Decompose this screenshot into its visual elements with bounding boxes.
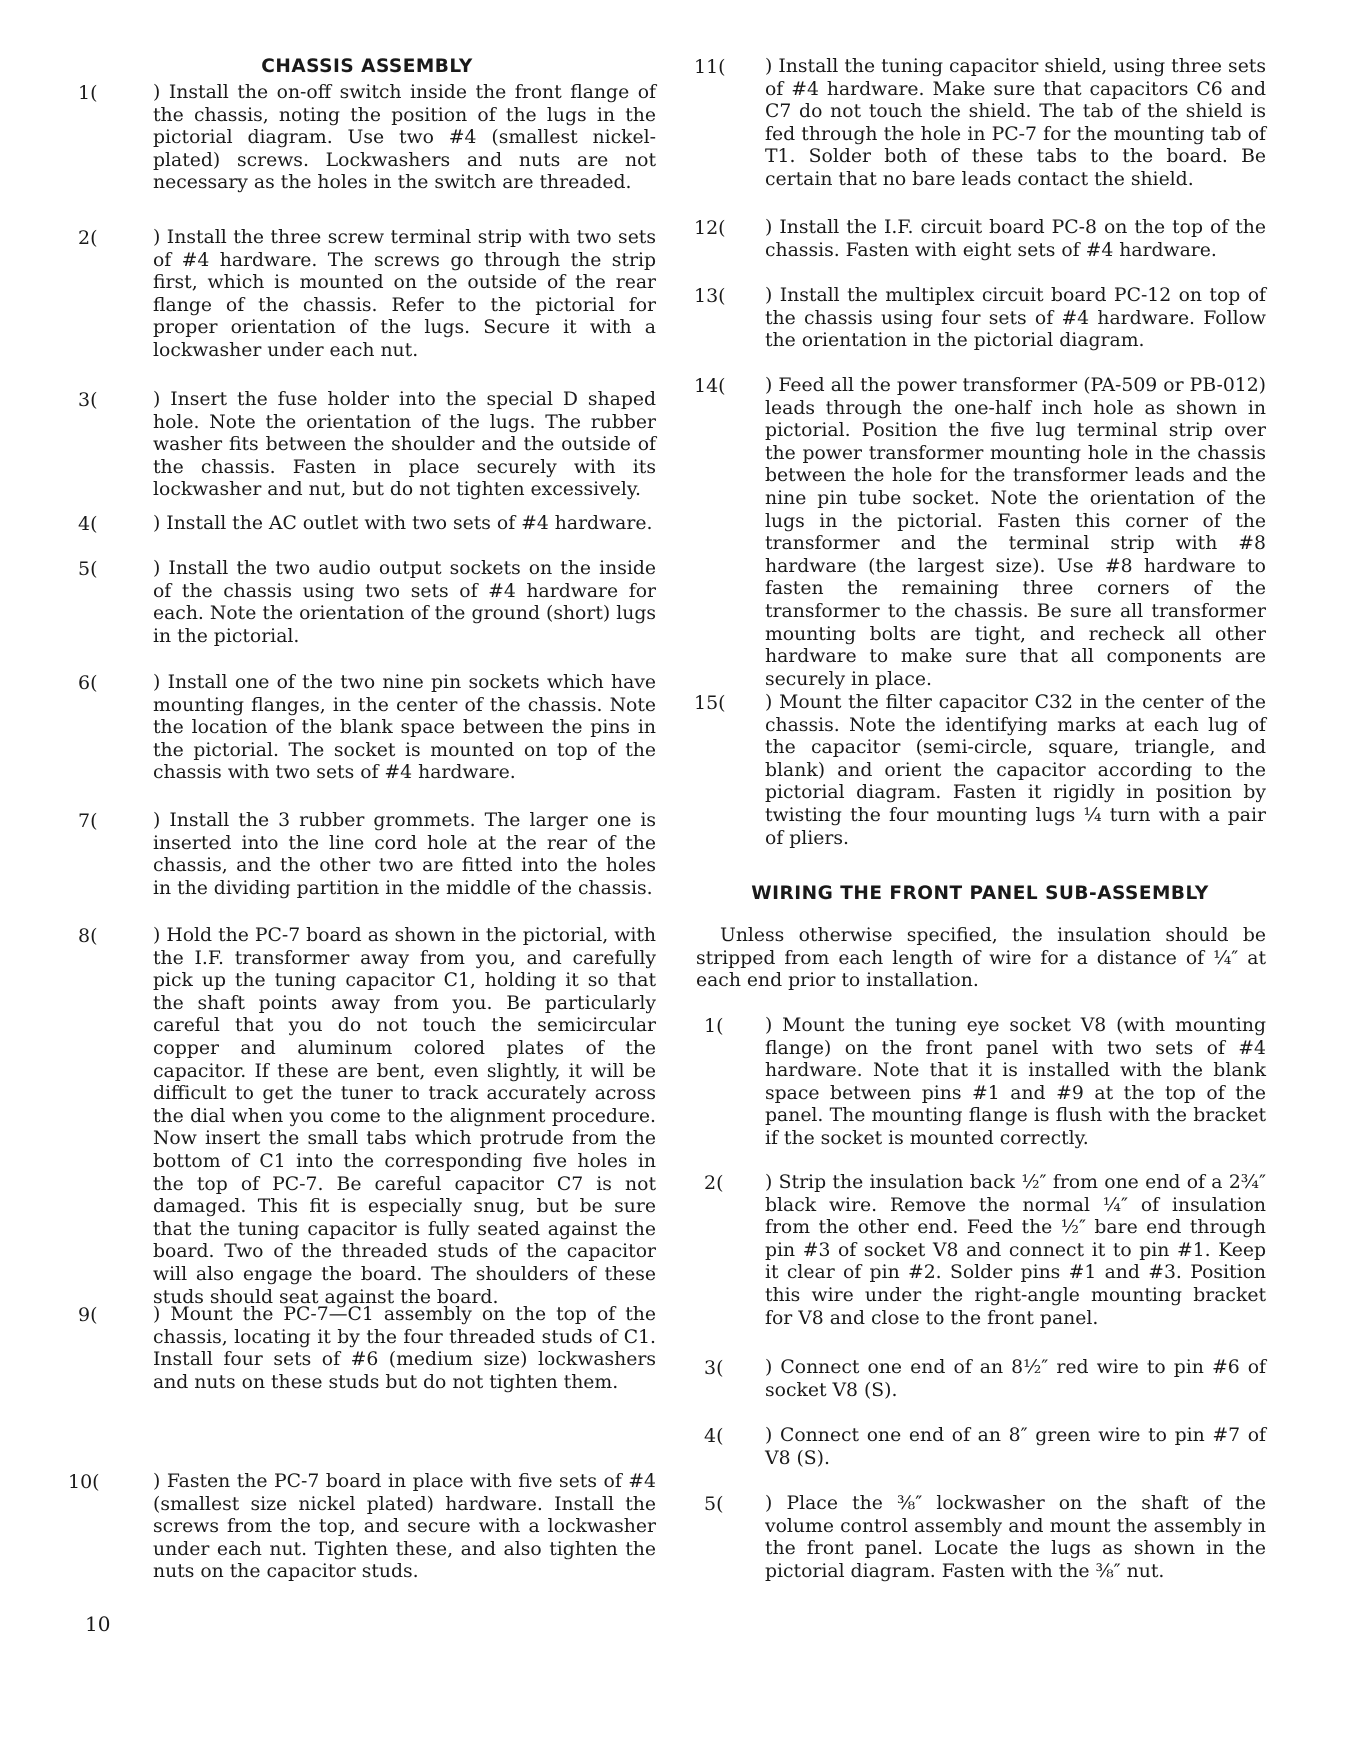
step-text: ) Insert the fuse holder into the special D shaped hole. Note the orientation of the lugs. The rubber washer fits between the shoulder and the outside of the chassis. Fasten in place securely with its lockwasher and nut, but do not tighten excessively. bbox=[153, 389, 656, 501]
step-number: 4( bbox=[704, 1425, 724, 1447]
step-number: 4( bbox=[78, 513, 98, 535]
step-number: 8( bbox=[78, 925, 98, 947]
wiring-intro-paragraph: Unless otherwise specified, the insulation should be stripped from each length of wire for a distance of ¼″ at each end prior to installation. bbox=[696, 925, 1266, 992]
step-text: ) Connect one end of an 8½″ red wire to pin #6 of socket V8 (S). bbox=[765, 1357, 1266, 1401]
step-text: ) Install the on-off switch inside the front flange of the chassis, noting the position of the lugs in the pictorial diagram. Use two #4 (smallest nickel-plated) screws. Lockwashers and nuts are not necessary as the holes in the switch are threaded. bbox=[153, 82, 656, 194]
step-number: 13( bbox=[694, 285, 726, 307]
step-text: ) Install the 3 rubber grommets. The larger one is inserted into the line cord hole at the rear of the chassis, and the other two are fitted into the holes in the dividing partition in the middle of the chassis. bbox=[153, 810, 656, 899]
step-text: ) Fasten the PC-7 board in place with five sets of #4 (smallest size nickel plated) hardware. Install the screws from the top, and secure with a lockwasher under each nut. Tighten these, and also tighten the nuts on the capacitor studs. bbox=[153, 1471, 656, 1583]
step-number: 10( bbox=[68, 1471, 100, 1493]
step-number: 7( bbox=[78, 810, 98, 832]
step-number: 15( bbox=[694, 692, 726, 714]
step-text: ) Mount the tuning eye socket V8 (with mounting flange) on the front panel with two sets of #4 hardware. Note that it is installed with the blank space between pins #1 and #9 at the top of the panel. The mounting flange is flush with the bracket if the socket is mounted correctly. bbox=[765, 1015, 1266, 1149]
step-text: ) Install the AC outlet with two sets of #4 hardware. bbox=[153, 513, 653, 534]
step-number: 3( bbox=[704, 1357, 724, 1379]
step-number: 9( bbox=[78, 1304, 98, 1326]
step-number: 3( bbox=[78, 389, 98, 411]
step-number: 1( bbox=[704, 1015, 724, 1037]
step-text: ) Feed all the power transformer (PA-509 or PB-012) leads through the one-half inch hole as shown in pictorial. Position the five lug terminal strip over the power transformer mounting hole in the chassis between the hole for the transformer leads and the nine pin tube socket. Note the orientation of the lugs in the pictorial. Fasten this corner of the transformer and the terminal strip with #8 hardware (the largest size). Use #8 hardware to fasten the remaining three corners of the transformer to the chassis. Be sure all transformer mounting bolts are tight, and recheck all other hardware to make sure that all components are securely in place. bbox=[765, 375, 1266, 690]
step-text: ) Strip the insulation back ½″ from one end of a 2¾″ black wire. Remove the normal ¼″ of insulation from the other end. Feed the ½″ bare end through pin #3 of socket V8 and connect it to pin #1. Keep it clear of pin #2. Solder pins #1 and #3. Position this wire under the right-angle mounting bracket for V8 and close to the front panel. bbox=[765, 1172, 1266, 1329]
step-number: 5( bbox=[704, 1493, 724, 1515]
step-text: ) Install the I.F. circuit board PC-8 on the top of the chassis. Fasten with eight sets of #4 hardware. bbox=[765, 217, 1266, 261]
step-text: ) Install the tuning capacitor shield, using three sets of #4 hardware. Make sure that capacitors C6 and C7 do not touch the shield. The tab of the shield is fed through the hole in PC-7 for the mounting tab of T1. Solder both of these tabs to the board. Be certain that no bare leads contact the shield. bbox=[765, 56, 1266, 190]
step-text: ) Install the three screw terminal strip with two sets of #4 hardware. The screws go through the strip first, which is mounted on the outside of the rear flange of the chassis. Refer to the pictorial for proper orientation of the lugs. Secure it with a lockwasher under each nut. bbox=[153, 227, 656, 361]
step-text: ) Mount the filter capacitor C32 in the center of the chassis. Note the identifying marks at each lug of the capacitor (semi-circle, square, triangle, and blank) and orient the capacitor according to the pictorial diagram. Fasten it rigidly in position by twisting the four mounting lugs ¼ turn with a pair of pliers. bbox=[765, 692, 1266, 849]
step-text: ) Install one of the two nine pin sockets which have mounting flanges, in the center of the chassis. Note the location of the blank space between the pins in the pictorial. The socket is mounted on top of the chassis with two sets of #4 hardware. bbox=[153, 672, 656, 784]
step-number: 12( bbox=[694, 217, 726, 239]
wiring-front-panel-heading: WIRING THE FRONT PANEL SUB-ASSEMBLY bbox=[751, 883, 1209, 904]
step-text: ) Hold the PC-7 board as shown in the pictorial, with the I.F. transformer away from you, and carefully pick up the tuning capacitor C1, holding it so that the shaft points away from you. Be particularly careful that you do not touch the semicircular copper and aluminum colored plates of the capacitor. If these are bent, even slightly, it will be difficult to get the tuner to track accurately across the dial when you come to the alignment procedure. Now insert the small tabs which protrude from the bottom of C1 into the corresponding five holes in the top of PC-7. Be careful capacitor C7 is not damaged. This fit is especially snug, but be sure that the tuning capacitor is fully seated against the board. Two of the threaded studs of the capacitor will also engage the board. The shoulders of these studs should seat against the board. bbox=[153, 925, 656, 1308]
step-number: 2( bbox=[78, 227, 98, 249]
step-number: 2( bbox=[704, 1172, 724, 1194]
step-number: 1( bbox=[78, 82, 98, 104]
page-number: 10 bbox=[85, 1612, 111, 1636]
step-number: 14( bbox=[694, 375, 726, 397]
step-text: ) Install the two audio output sockets on the inside of the chassis using two sets of #4 hardware for each. Note the orientation of the ground (short) lugs in the pictorial. bbox=[153, 558, 656, 647]
step-text: ) Mount the PC-7—C1 assembly on the top of the chassis, locating it by the four threaded studs of C1. Install four sets of #6 (medium size) lockwashers and nuts on these studs but do not tighten them. bbox=[153, 1304, 656, 1393]
step-text: ) Place the ⅜″ lockwasher on the shaft of the volume control assembly and mount the assembly in the front panel. Locate the lugs as shown in the pictorial diagram. Fasten with the ⅜″ nut. bbox=[765, 1493, 1266, 1582]
step-text: ) Connect one end of an 8″ green wire to pin #7 of V8 (S). bbox=[765, 1425, 1266, 1469]
step-number: 11( bbox=[694, 56, 726, 78]
step-text: ) Install the multiplex circuit board PC-12 on top of the chassis using four sets of #4 hardware. Follow the orientation in the pictorial diagram. bbox=[765, 285, 1266, 352]
step-number: 5( bbox=[78, 558, 98, 580]
chassis-assembly-heading: CHASSIS ASSEMBLY bbox=[261, 56, 473, 77]
step-number: 6( bbox=[78, 672, 98, 694]
